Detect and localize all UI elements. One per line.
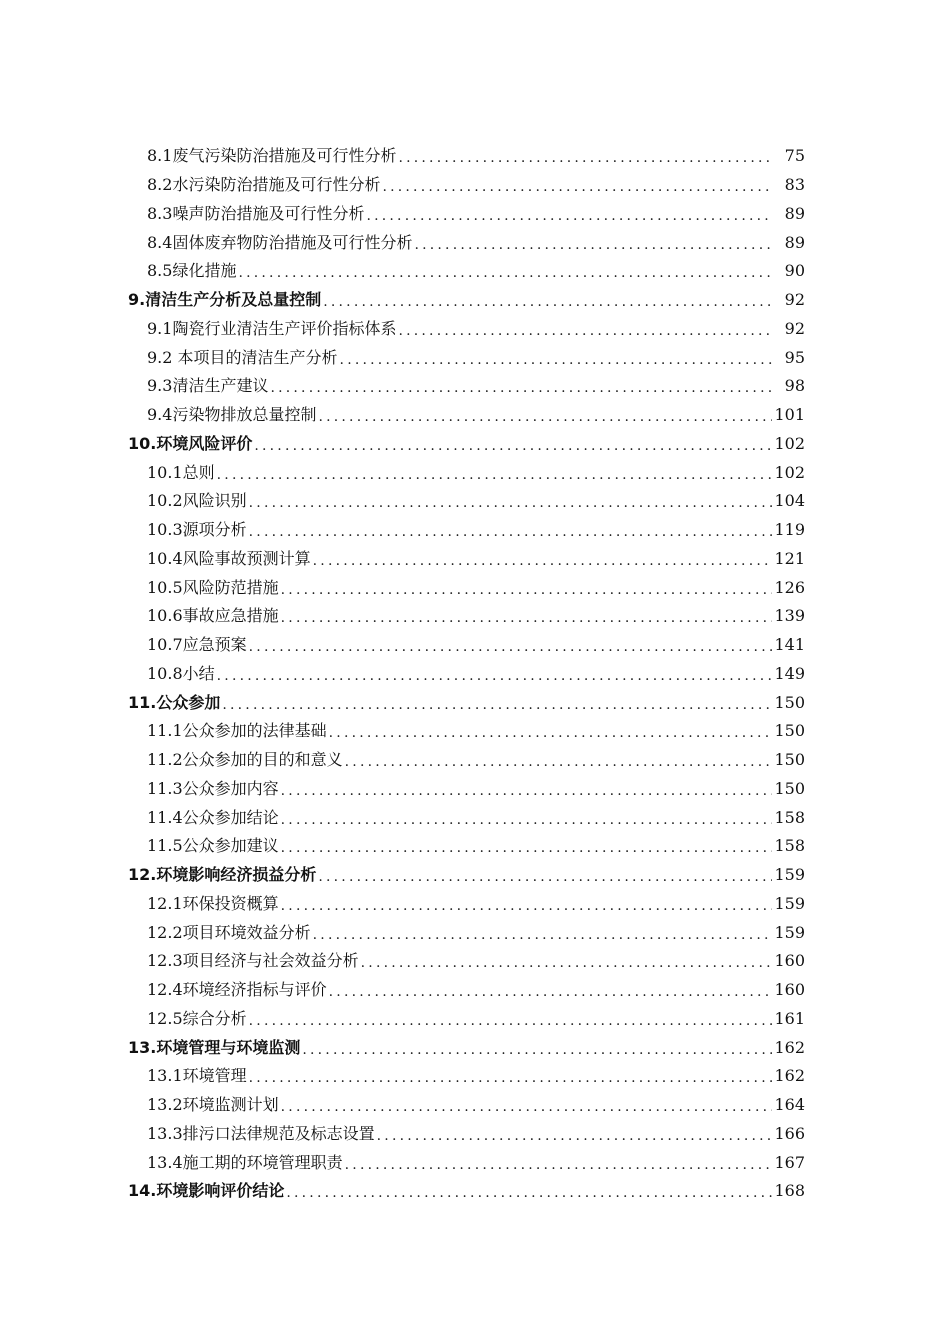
toc-entry-title: 10.1总则: [147, 462, 215, 482]
toc-dot-leader: [414, 238, 773, 252]
toc-dot-leader: [398, 151, 773, 165]
toc-entry-title: 11.公众参加: [128, 692, 221, 712]
toc-chapter-entry[interactable]: [0, 861, 950, 890]
toc-page-number: 141: [774, 635, 805, 655]
toc-page-number: 98: [784, 376, 805, 396]
toc-entry-title: 10.3源项分析: [147, 520, 247, 540]
toc-section-entry[interactable]: [0, 401, 950, 430]
toc-entry-title: 10.8小结: [147, 663, 215, 683]
toc-page-number: 95: [784, 347, 805, 367]
toc-dot-leader: [217, 468, 773, 482]
toc-page-number: 162: [774, 1037, 805, 1057]
toc-dot-leader: [329, 985, 773, 999]
toc-entry-title: 11.2公众参加的目的和意义: [147, 750, 343, 770]
toc-page-number: 102: [774, 462, 805, 482]
toc-chapter-entry[interactable]: [0, 1033, 950, 1062]
toc-entry-title: 9.清洁生产分析及总量控制: [128, 290, 322, 310]
toc-dot-leader: [286, 1186, 772, 1200]
toc-entry-title: 11.1公众参加的法律基础: [147, 721, 327, 741]
toc-entry-title: 13.4施工期的环境管理职责: [147, 1152, 343, 1172]
toc-dot-leader: [323, 295, 773, 309]
toc-section-entry[interactable]: [0, 890, 950, 919]
toc-dot-leader: [361, 956, 773, 970]
toc-dot-leader: [377, 1129, 773, 1143]
toc-entry-title: 12.4环境经济指标与评价: [147, 980, 327, 1000]
toc-page-number: 160: [774, 951, 805, 971]
toc-dot-leader: [238, 266, 773, 280]
toc-entry-title: 10.5风险防范措施: [147, 577, 279, 597]
toc-entry-title: 14.环境影响评价结论: [128, 1181, 285, 1201]
toc-dot-leader: [345, 755, 773, 769]
toc-entry-title: 10.4风险事故预测计算: [147, 548, 311, 568]
toc-dot-leader: [270, 381, 773, 395]
toc-entry-title: 8.5绿化措施: [147, 261, 237, 281]
toc-dot-leader: [281, 611, 773, 625]
toc-entry-title: 13.3排污口法律规范及标志设置: [147, 1123, 375, 1143]
toc-page-number: 158: [774, 836, 805, 856]
toc-section-entry[interactable]: [0, 516, 950, 545]
toc-dot-leader: [222, 698, 772, 712]
toc-section-entry[interactable]: [0, 343, 950, 372]
toc-entry-title: 12.1环保投资概算: [147, 893, 279, 913]
toc-chapter-entry[interactable]: [0, 286, 950, 315]
toc-entry-title: 11.4公众参加结论: [147, 807, 279, 827]
toc-page-number: 159: [774, 865, 805, 885]
toc-page-number: 168: [774, 1181, 805, 1201]
toc-section-entry[interactable]: [0, 1005, 950, 1034]
toc-page-number: 167: [774, 1152, 805, 1172]
toc-entry-title: 11.5公众参加建议: [147, 836, 279, 856]
toc-section-entry[interactable]: [0, 458, 950, 487]
toc-section-entry[interactable]: [0, 1062, 950, 1091]
toc-dot-leader: [313, 928, 773, 942]
toc-page-number: 150: [774, 692, 805, 712]
toc-page-number: 92: [784, 318, 805, 338]
toc-section-entry[interactable]: [0, 573, 950, 602]
toc-dot-leader: [249, 1071, 773, 1085]
toc-section-entry[interactable]: [0, 257, 950, 286]
toc-section-entry[interactable]: [0, 545, 950, 574]
toc-dot-leader: [281, 899, 773, 913]
toc-section-entry[interactable]: [0, 142, 950, 171]
toc-chapter-entry[interactable]: [0, 1177, 950, 1206]
toc-section-entry[interactable]: [0, 602, 950, 631]
toc-dot-leader: [398, 324, 773, 338]
toc-section-entry[interactable]: [0, 803, 950, 832]
toc-dot-leader: [281, 841, 773, 855]
toc-page-number: 149: [774, 663, 805, 683]
toc-dot-leader: [217, 669, 773, 683]
toc-page-number: 89: [784, 203, 805, 223]
toc-entry-title: 12.3项目经济与社会效益分析: [147, 951, 359, 971]
toc-page-number: 126: [774, 577, 805, 597]
toc-section-entry[interactable]: [0, 228, 950, 257]
toc-entry-title: 12.2项目环境效益分析: [147, 922, 311, 942]
toc-dot-leader: [382, 180, 773, 194]
toc-page-number: 164: [774, 1095, 805, 1115]
toc-page-number: 150: [774, 750, 805, 770]
toc-page-number: 75: [784, 146, 805, 166]
toc-dot-leader: [318, 870, 772, 884]
toc-entry-title: 8.4固体废弃物防治措施及可行性分析: [147, 232, 413, 252]
toc-entry-title: 12.5综合分析: [147, 1008, 247, 1028]
toc-page-number: 139: [774, 606, 805, 626]
toc-dot-leader: [249, 640, 773, 654]
toc-section-entry[interactable]: [0, 947, 950, 976]
toc-entry-title: 12.环境影响经济损益分析: [128, 865, 317, 885]
toc-dot-leader: [345, 1158, 773, 1172]
toc-page-number: 101: [774, 405, 805, 425]
toc-entry-title: 8.2水污染防治措施及可行性分析: [147, 175, 381, 195]
toc-entry-title: 10.2风险识别: [147, 491, 247, 511]
toc-dot-leader: [249, 496, 773, 510]
toc-section-entry[interactable]: [0, 717, 950, 746]
toc-section-entry[interactable]: [0, 976, 950, 1005]
toc-section-entry[interactable]: [0, 775, 950, 804]
toc-entry-title: 10.7应急预案: [147, 635, 247, 655]
toc-section-entry[interactable]: [0, 372, 950, 401]
toc-section-entry[interactable]: [0, 1120, 950, 1149]
toc-page-number: 160: [774, 980, 805, 1000]
table-of-contents: [0, 142, 950, 1206]
toc-dot-leader: [281, 784, 773, 798]
toc-dot-leader: [340, 353, 773, 367]
toc-dot-leader: [302, 1043, 772, 1057]
toc-entry-title: 9.4污染物排放总量控制: [147, 405, 317, 425]
toc-section-entry[interactable]: [0, 1091, 950, 1120]
toc-dot-leader: [254, 439, 772, 453]
toc-entry-title: 8.1废气污染防治措施及可行性分析: [147, 146, 397, 166]
toc-entry-title: 9.1陶瓷行业清洁生产评价指标体系: [147, 318, 397, 338]
toc-page-number: 102: [774, 433, 805, 453]
toc-section-entry[interactable]: [0, 660, 950, 689]
toc-page-number: 162: [774, 1066, 805, 1086]
toc-entry-title: 10.环境风险评价: [128, 433, 253, 453]
toc-page-number: 150: [774, 721, 805, 741]
toc-section-entry[interactable]: [0, 1148, 950, 1177]
toc-section-entry[interactable]: [0, 631, 950, 660]
toc-section-entry[interactable]: [0, 918, 950, 947]
toc-dot-leader: [249, 1014, 773, 1028]
toc-entry-title: 10.6事故应急措施: [147, 606, 279, 626]
toc-page-number: 150: [774, 778, 805, 798]
toc-page-number: 89: [784, 232, 805, 252]
toc-dot-leader: [249, 525, 773, 539]
toc-page-number: 121: [774, 548, 805, 568]
toc-page-number: 161: [774, 1008, 805, 1028]
toc-page-number: 166: [774, 1123, 805, 1143]
toc-dot-leader: [329, 726, 773, 740]
toc-entry-title: 8.3噪声防治措施及可行性分析: [147, 203, 365, 223]
toc-dot-leader: [313, 554, 773, 568]
toc-entry-title: 13.1环境管理: [147, 1066, 247, 1086]
toc-chapter-entry[interactable]: [0, 430, 950, 459]
toc-dot-leader: [366, 209, 773, 223]
toc-page-number: 159: [774, 893, 805, 913]
toc-section-entry[interactable]: [0, 832, 950, 861]
toc-page-number: 104: [774, 491, 805, 511]
toc-entry-title: 13.2环境监测计划: [147, 1095, 279, 1115]
toc-page-number: 158: [774, 807, 805, 827]
toc-section-entry[interactable]: [0, 746, 950, 775]
toc-entry-title: 9.3清洁生产建议: [147, 376, 269, 396]
toc-page-number: 90: [784, 261, 805, 281]
toc-section-entry[interactable]: [0, 487, 950, 516]
toc-entry-title: 9.2 本项目的清洁生产分析: [147, 347, 338, 367]
toc-dot-leader: [281, 1100, 773, 1114]
toc-section-entry[interactable]: [0, 171, 950, 200]
toc-entry-title: 11.3公众参加内容: [147, 778, 279, 798]
toc-dot-leader: [281, 813, 773, 827]
toc-dot-leader: [281, 583, 773, 597]
toc-dot-leader: [318, 410, 772, 424]
toc-entry-title: 13.环境管理与环境监测: [128, 1037, 301, 1057]
toc-page-number: 159: [774, 922, 805, 942]
toc-page-number: 119: [774, 520, 805, 540]
toc-section-entry[interactable]: [0, 315, 950, 344]
toc-section-entry[interactable]: [0, 200, 950, 229]
toc-chapter-entry[interactable]: [0, 688, 950, 717]
toc-page-number: 92: [784, 290, 805, 310]
toc-page-number: 83: [784, 175, 805, 195]
